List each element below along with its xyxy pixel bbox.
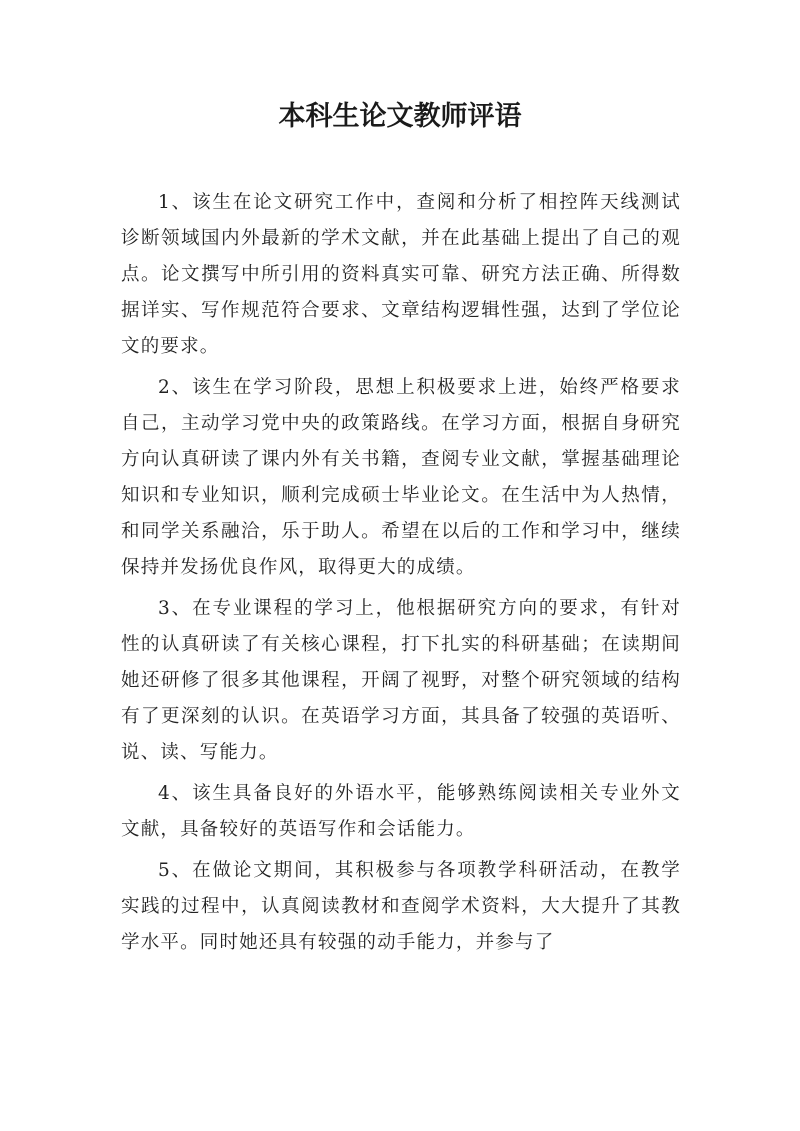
paragraph-2: 2、该生在学习阶段，思想上积极要求上进，始终严格要求自己，主动学习党中央的政策路线。在学习方面，根据自身研究方向认真研读了课内外有关书籍，查阅专业文献，掌握基础理论知识和专业知识，顺利完成硕士毕业论文。在生活中为人热情，和同学关系融洽，乐于助人。希望在以后的工作和学习中，继续保持并发扬优良作风，取得更大的成绩。	[121, 377, 681, 578]
document-body	[121, 185, 681, 966]
paragraph-3: 3、在专业课程的学习上，他根据研究方向的要求，有针对性的认真研读了有关核心课程，打下扎实的科研基础；在读期间她还研修了很多其他课程，开阔了视野，对整个研究领域的结构有了更深刻的认识。在英语学习方面，其具备了较强的英语听、说、读、写能力。	[121, 598, 681, 763]
document-title: 本科生论文教师评语	[278, 101, 522, 132]
paragraph-5: 5、在做论文期间，其积极参与各项教学科研活动，在教学实践的过程中，认真阅读教材和查阅学术资料，大大提升了其教学水平。同时她还具有较强的动手能力，并参与了	[121, 860, 681, 953]
paragraph-4: 4、该生具备良好的外语水平，能够熟练阅读相关专业外文文献，具备较好的英语写作和会话能力。	[121, 783, 681, 840]
paragraph-1: 1、该生在论文研究工作中，查阅和分析了相控阵天线测试诊断领域国内外最新的学术文献，并在此基础上提出了自己的观点。论文撰写中所引用的资料真实可靠、研究方法正确、所得数据详实、写作规范符合要求、文章结构逻辑性强，达到了学位论文的要求。	[121, 192, 681, 357]
